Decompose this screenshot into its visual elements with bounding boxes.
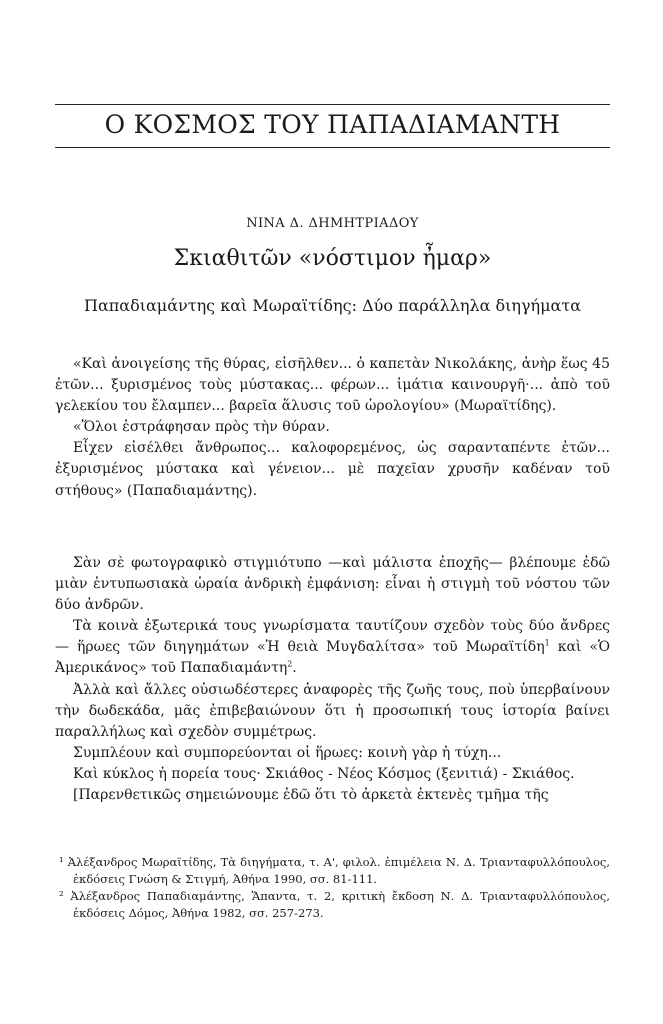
body-paragraph: Καὶ κύκλος ἡ πορεία τους· Σκιάθος - Νέος Κόσμος (ξενιτιά) - Σκιάθος. — [73, 765, 575, 782]
book-page — [55, 0, 610, 1024]
body-text: Τὰ κοινὰ ἐξωτερικά τους γνωρίσματα ταυτίζουν σχεδὸν τοὺς δύο ἄνδρες — ἥρωες τῶν διηγημάτων «Ἡ θειὰ Μυγδαλίτσα» τοῦ Μωραϊτίδη — [55, 618, 610, 656]
body-paragraph: Σὰν σὲ φωτογραφικὸ στιγμιότυπο —καὶ μάλιστα ἐποχῆς— βλέπουμε ἐδῶ μιὰν ἐντυπωσιακὰ ὡραία ἀνδρικὴ ἐμφάνιση: εἶναι ἡ στιγμὴ τοῦ νόστου τῶν δύο ἀνδρῶν. — [55, 555, 610, 614]
footnote: ¹ Ἀλέξανδρος Μωραϊτίδης, Τὰ διηγήματα, τ. Α', φιλολ. ἐπιμέλεια Ν. Δ. Τριανταφυλλόπουλος, ἐκδόσεις Γνώση & Στιγμή, Ἀθήνα 1990, σσ. 81-111. — [59, 855, 610, 886]
body-paragraph: Ἀλλὰ καὶ ἄλλες οὐσιωδέστερες ἀναφορὲς τῆς ζωῆς τους, ποὺ ὑπερβαίνουν τὴν δωδεκάδα, μᾶς ἐπιβεβαιώνουν ὅτι ἡ προσωπική τους ἱστορία βαίνει παραλλήλως καὶ σχεδὸν συμμέτρως. — [55, 681, 610, 740]
running-head: Ο ΚΟΣΜΟΣ ΤΟΥ ΠΑΠΑΔΙΑΜΑΝΤΗ — [104, 110, 561, 139]
top-rule — [55, 104, 610, 105]
body-paragraph: [Παρενθετικῶς σημειώνουμε ἐδῶ ὅτι τὸ ἀρκετὰ ἐκτενὲς τμῆμα τῆς — [73, 787, 549, 804]
footnote: ² Ἀλέξανδρος Παπαδιαμάντης, Ἅπαντα, τ. 2, κριτικὴ ἔκδοση Ν. Δ. Τριανταφυλλόπουλος, ἐκδόσεις Δόμος, Ἀθήνα 1982, σσ. 257-273. — [59, 889, 610, 920]
quote-paragraph: Εἶχεν εἰσέλθει ἄνθρωπος... καλοφορεμένος, ὡς σαρανταπέντε ἐτῶν... ἐξυρισμένος μύστακα καὶ γένειον... μὲ παχεῖαν χρυσῆν καδέναν τοῦ στήθους» (Παπαδιαμάντης). — [55, 440, 610, 499]
footnote-ref: 2 — [287, 659, 293, 669]
quote-paragraph: «Ὅλοι ἐστράφησαν πρὸς τὴν θύραν. — [73, 419, 330, 436]
footnotes — [55, 854, 610, 922]
quote-block — [55, 354, 610, 502]
body-paragraph — [55, 616, 610, 679]
head-rule — [55, 147, 610, 148]
main-text — [55, 553, 610, 806]
body-text: καὶ «Ὁ Ἀμερικάνος» τοῦ Παπαδιαμάντη — [55, 639, 610, 677]
body-paragraph: Συμπλέουν καὶ συμπορεύονται οἱ ἥρωες: κοινὴ γὰρ ἡ τύχη... — [73, 744, 502, 761]
footnote-ref: 1 — [544, 638, 550, 648]
body-text: . — [292, 660, 297, 677]
article-subtitle: Παπαδιαμάντης καὶ Μωραϊτίδης: Δύο παράλληλα διηγήματα — [84, 296, 581, 315]
author-name: ΝΙΝΑ Δ. ΔΗΜΗΤΡΙΑΔΟΥ — [246, 216, 419, 231]
article-title: Σκιαθιτῶν «νόστιμον ἦμαρ» — [173, 246, 492, 271]
quote-paragraph: «Καὶ ἀνοιγείσης τῆς θύρας, εἰσῆλθεν... ὁ καπετὰν Νικολάκης, ἀνὴρ ἕως 45 ἐτῶν... ξυρισμένος τοὺς μύστακας... φέρων... ἱμάτια καινουργῆ·... ἀπὸ τοῦ γελεκίου του ἔλαμπεν... βαρεῖα ἅλυσις τοῦ ὡρολογίου» (Μωραϊτίδης). — [55, 356, 610, 415]
